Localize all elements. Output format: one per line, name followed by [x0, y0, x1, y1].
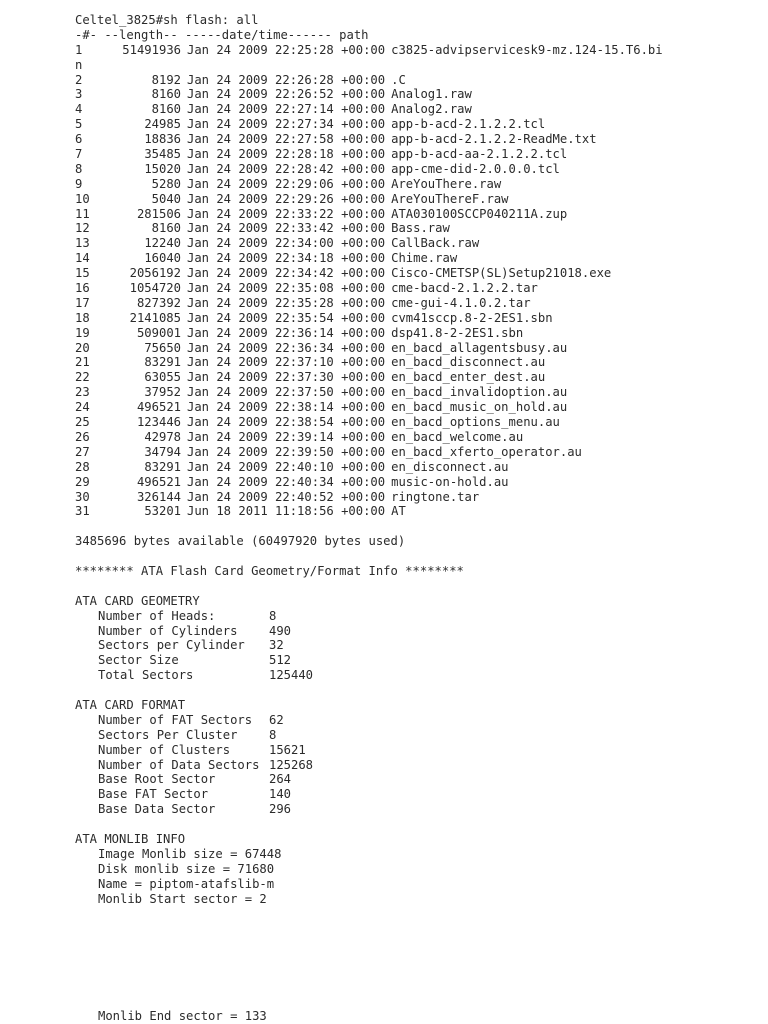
monlib-line: Monlib Start sector = 2 — [98, 891, 267, 906]
file-datetime: Jan 24 2009 22:33:22 +00:00 — [187, 206, 386, 221]
file-number: 18 — [75, 310, 90, 325]
file-number: 24 — [75, 400, 90, 415]
file-row — [75, 162, 755, 177]
file-row — [75, 445, 755, 460]
monlib-heading: ATA MONLIB INFO — [75, 831, 186, 846]
monlib-line: Image Monlib size = 67448 — [98, 846, 282, 861]
file-path: app-b-acd-aa-2.1.2.2.tcl — [391, 147, 568, 162]
file-number: 26 — [75, 429, 90, 444]
file-length: 51491936 — [122, 42, 181, 57]
file-number: 3 — [75, 87, 83, 102]
file-path: Analog2.raw — [391, 102, 472, 117]
file-row — [75, 460, 755, 475]
geometry-row — [75, 668, 755, 683]
file-length: 2141085 — [129, 310, 181, 325]
file-datetime: Jan 24 2009 22:35:08 +00:00 — [187, 281, 386, 296]
file-datetime: Jan 24 2009 22:29:26 +00:00 — [187, 191, 386, 206]
file-length: 63055 — [144, 370, 181, 385]
file-row — [75, 177, 755, 192]
file-number: 20 — [75, 340, 90, 355]
file-path: en_disconnect.au — [391, 459, 509, 474]
file-path: en_bacd_options_menu.au — [391, 415, 560, 430]
file-datetime: Jan 24 2009 22:40:10 +00:00 — [187, 459, 386, 474]
file-datetime: Jun 18 2011 11:18:56 +00:00 — [187, 504, 386, 519]
file-number: 22 — [75, 370, 90, 385]
file-row — [75, 400, 755, 415]
file-path: CallBack.raw — [391, 236, 480, 251]
file-length: 8160 — [151, 102, 181, 117]
format-row — [75, 758, 755, 773]
format-value: 264 — [269, 772, 292, 787]
file-path: ringtone.tar — [391, 489, 480, 504]
file-datetime: Jan 24 2009 22:28:42 +00:00 — [187, 161, 386, 176]
file-path: ATA030100SCCP040211A.zup — [391, 206, 568, 221]
file-number: 11 — [75, 206, 90, 221]
file-path: en_bacd_invalidoption.au — [391, 385, 568, 400]
file-length: 123446 — [136, 415, 181, 430]
file-path: .C — [391, 72, 406, 87]
file-number: 12 — [75, 221, 90, 236]
file-datetime: Jan 24 2009 22:39:14 +00:00 — [187, 429, 386, 444]
file-datetime: Jan 24 2009 22:29:06 +00:00 — [187, 176, 386, 191]
file-length: 35485 — [144, 147, 181, 162]
file-number: 7 — [75, 147, 83, 162]
file-datetime: Jan 24 2009 22:37:30 +00:00 — [187, 370, 386, 385]
file-path: app-b-acd-2.1.2.2-ReadMe.txt — [391, 132, 597, 147]
format-value: 296 — [269, 802, 292, 817]
file-row — [75, 385, 755, 400]
file-datetime: Jan 24 2009 22:26:52 +00:00 — [187, 87, 386, 102]
file-datetime: Jan 24 2009 22:38:14 +00:00 — [187, 400, 386, 415]
file-path: app-b-acd-2.1.2.2.tcl — [391, 117, 546, 132]
file-number: 4 — [75, 102, 83, 117]
file-row — [75, 415, 755, 430]
file-number: 29 — [75, 474, 90, 489]
file-number: 1 — [75, 42, 83, 57]
blank-line — [75, 549, 755, 564]
file-length: 34794 — [144, 444, 181, 459]
file-row — [75, 73, 755, 88]
file-number: 8 — [75, 161, 83, 176]
file-path: cme-bacd-2.1.2.2.tar — [391, 281, 538, 296]
file-datetime: Jan 24 2009 22:37:10 +00:00 — [187, 355, 386, 370]
file-row — [75, 296, 755, 311]
file-row — [75, 117, 755, 132]
blank-line — [75, 519, 755, 534]
format-label: Number of FAT Sectors — [98, 712, 253, 727]
file-datetime: Jan 24 2009 22:40:52 +00:00 — [187, 489, 386, 504]
file-length: 83291 — [144, 459, 181, 474]
file-row — [75, 281, 755, 296]
file-length: 496521 — [136, 474, 181, 489]
file-path: Cisco-CMETSP(SL)Setup21018.exe — [391, 266, 612, 281]
file-datetime: Jan 24 2009 22:27:58 +00:00 — [187, 132, 386, 147]
file-length: 8160 — [151, 87, 181, 102]
file-datetime: Jan 24 2009 22:34:00 +00:00 — [187, 236, 386, 251]
file-number: 15 — [75, 266, 90, 281]
file-datetime: Jan 24 2009 22:27:34 +00:00 — [187, 117, 386, 132]
file-length: 827392 — [136, 295, 181, 310]
geometry-section — [75, 609, 755, 683]
file-path: AT — [391, 504, 406, 519]
file-datetime: Jan 24 2009 22:36:34 +00:00 — [187, 340, 386, 355]
file-path: Chime.raw — [391, 251, 458, 266]
file-length: 2056192 — [129, 266, 181, 281]
file-datetime: Jan 24 2009 22:34:42 +00:00 — [187, 266, 386, 281]
file-path: music-on-hold.au — [391, 474, 509, 489]
file-length: 53201 — [144, 504, 181, 519]
format-label: Number of Clusters — [98, 742, 231, 757]
geometry-row — [75, 638, 755, 653]
file-length: 42978 — [144, 429, 181, 444]
file-row — [75, 207, 755, 222]
file-row — [75, 504, 755, 519]
file-length: 8192 — [151, 72, 181, 87]
blank-line — [75, 579, 755, 594]
file-number: 31 — [75, 504, 90, 519]
format-label: Number of Data Sectors — [98, 757, 260, 772]
geometry-heading: ATA CARD GEOMETRY — [75, 593, 200, 608]
file-datetime: Jan 24 2009 22:38:54 +00:00 — [187, 415, 386, 430]
file-datetime: Jan 24 2009 22:39:50 +00:00 — [187, 444, 386, 459]
file-length: 18836 — [144, 132, 181, 147]
file-path: en_bacd_enter_dest.au — [391, 370, 546, 385]
file-number: 17 — [75, 295, 90, 310]
file-datetime: Jan 24 2009 22:25:28 +00:00 — [187, 42, 386, 57]
file-row — [75, 341, 755, 356]
file-length: 326144 — [136, 489, 181, 504]
file-number: 23 — [75, 385, 90, 400]
file-datetime: Jan 24 2009 22:35:28 +00:00 — [187, 295, 386, 310]
blank-line — [75, 817, 755, 832]
file-row — [75, 430, 755, 445]
format-row — [75, 802, 755, 817]
file-length: 24985 — [144, 117, 181, 132]
format-row — [75, 728, 755, 743]
file-row — [75, 102, 755, 117]
geometry-value: 512 — [269, 653, 292, 668]
geometry-label: Sector Size — [98, 653, 179, 668]
format-value: 140 — [269, 787, 292, 802]
file-row — [75, 192, 755, 207]
file-row — [75, 490, 755, 505]
file-path: en_bacd_welcome.au — [391, 429, 524, 444]
bytes-summary: 3485696 bytes available (60497920 bytes used) — [75, 534, 406, 549]
format-heading: ATA CARD FORMAT — [75, 697, 186, 712]
file-row — [75, 147, 755, 162]
file-length: 281506 — [136, 206, 181, 221]
geometry-row — [75, 609, 755, 624]
file-path: cvm41sccp.8-2-2ES1.sbn — [391, 310, 553, 325]
format-label: Base Data Sector — [98, 802, 216, 817]
file-length: 16040 — [144, 251, 181, 266]
file-row — [75, 311, 755, 326]
format-row — [75, 713, 755, 728]
file-length: 8160 — [151, 221, 181, 236]
file-path: en_bacd_music_on_hold.au — [391, 400, 568, 415]
file-number: 30 — [75, 489, 90, 504]
file-datetime: Jan 24 2009 22:33:42 +00:00 — [187, 221, 386, 236]
file-number: 10 — [75, 191, 90, 206]
format-row — [75, 787, 755, 802]
file-table — [75, 43, 755, 520]
file-number: 13 — [75, 236, 90, 251]
format-value: 125268 — [269, 757, 314, 772]
format-row — [75, 743, 755, 758]
monlib-line: Name = piptom-atafslib-m — [98, 876, 275, 891]
command-prompt-line: Celtel_3825#sh flash: all — [75, 13, 259, 27]
file-row — [75, 370, 755, 385]
file-length: 15020 — [144, 161, 181, 176]
file-datetime: Jan 24 2009 22:27:14 +00:00 — [187, 102, 386, 117]
format-row — [75, 772, 755, 787]
file-path-continuation: n — [75, 57, 83, 72]
file-length: 75650 — [144, 340, 181, 355]
format-label: Base FAT Sector — [98, 787, 209, 802]
file-datetime: Jan 24 2009 22:34:18 +00:00 — [187, 251, 386, 266]
file-number: 16 — [75, 281, 90, 296]
file-path: Analog1.raw — [391, 87, 472, 102]
file-path: en_bacd_disconnect.au — [391, 355, 546, 370]
file-path: c3825-advipservicesk9-mz.124-15.T6.bi — [391, 42, 663, 57]
file-row — [75, 266, 755, 281]
file-row — [75, 475, 755, 490]
file-path: AreYouThere.raw — [391, 176, 502, 191]
monlib-section — [75, 847, 755, 907]
format-section — [75, 713, 755, 817]
file-datetime: Jan 24 2009 22:35:54 +00:00 — [187, 310, 386, 325]
file-path: Bass.raw — [391, 221, 450, 236]
file-path: AreYouThereF.raw — [391, 191, 509, 206]
file-number: 2 — [75, 72, 83, 87]
geometry-label: Number of Cylinders — [98, 623, 238, 638]
file-path: en_bacd_xferto_operator.au — [391, 444, 582, 459]
file-number: 9 — [75, 176, 83, 191]
geometry-value: 125440 — [269, 668, 314, 683]
file-number: 19 — [75, 325, 90, 340]
format-value: 15621 — [269, 742, 306, 757]
file-number: 25 — [75, 415, 90, 430]
file-number: 6 — [75, 132, 83, 147]
file-number: 28 — [75, 459, 90, 474]
terminal-output — [75, 13, 755, 1024]
geometry-value: 32 — [269, 638, 284, 653]
file-length: 509001 — [136, 325, 181, 340]
file-length: 496521 — [136, 400, 181, 415]
file-path: app-cme-did-2.0.0.0.tcl — [391, 161, 560, 176]
file-datetime: Jan 24 2009 22:37:50 +00:00 — [187, 385, 386, 400]
monlib-end-sector: Monlib End sector = 133 — [98, 1009, 267, 1024]
file-datetime: Jan 24 2009 22:36:14 +00:00 — [187, 325, 386, 340]
geometry-row — [75, 624, 755, 639]
file-row — [75, 251, 755, 266]
format-label: Sectors Per Cluster — [98, 727, 238, 742]
file-row — [75, 326, 755, 341]
file-number: 14 — [75, 251, 90, 266]
file-number: 5 — [75, 117, 83, 132]
geometry-value: 490 — [269, 623, 292, 638]
geometry-label: Number of Heads: — [98, 608, 216, 623]
file-length: 83291 — [144, 355, 181, 370]
geometry-label: Sectors per Cylinder — [98, 638, 245, 653]
file-row — [75, 355, 755, 370]
geometry-row — [75, 653, 755, 668]
file-datetime: Jan 24 2009 22:40:34 +00:00 — [187, 474, 386, 489]
file-length: 12240 — [144, 236, 181, 251]
file-row — [75, 236, 755, 251]
format-label: Base Root Sector — [98, 772, 216, 787]
file-length: 5040 — [151, 191, 181, 206]
file-path: en_bacd_allagentsbusy.au — [391, 340, 568, 355]
file-number: 27 — [75, 444, 90, 459]
file-row — [75, 43, 755, 58]
format-value: 62 — [269, 712, 284, 727]
blank-line — [75, 683, 755, 698]
file-datetime: Jan 24 2009 22:28:18 +00:00 — [187, 147, 386, 162]
file-row — [75, 87, 755, 102]
file-table-header: -#- --length-- -----date/time------ path — [75, 27, 369, 42]
file-path: cme-gui-4.1.0.2.tar — [391, 295, 531, 310]
file-datetime: Jan 24 2009 22:26:28 +00:00 — [187, 72, 386, 87]
file-length: 1054720 — [129, 281, 181, 296]
file-number: 21 — [75, 355, 90, 370]
format-value: 8 — [269, 727, 277, 742]
format-banner: ******** ATA Flash Card Geometry/Format Info ******** — [75, 563, 464, 578]
file-path: dsp41.8-2-2ES1.sbn — [391, 325, 524, 340]
page-gap — [75, 906, 755, 1009]
file-row — [75, 132, 755, 147]
file-length: 5280 — [151, 176, 181, 191]
file-length: 37952 — [144, 385, 181, 400]
geometry-label: Total Sectors — [98, 668, 194, 683]
monlib-line: Disk monlib size = 71680 — [98, 861, 275, 876]
file-row — [75, 221, 755, 236]
geometry-value: 8 — [269, 608, 277, 623]
